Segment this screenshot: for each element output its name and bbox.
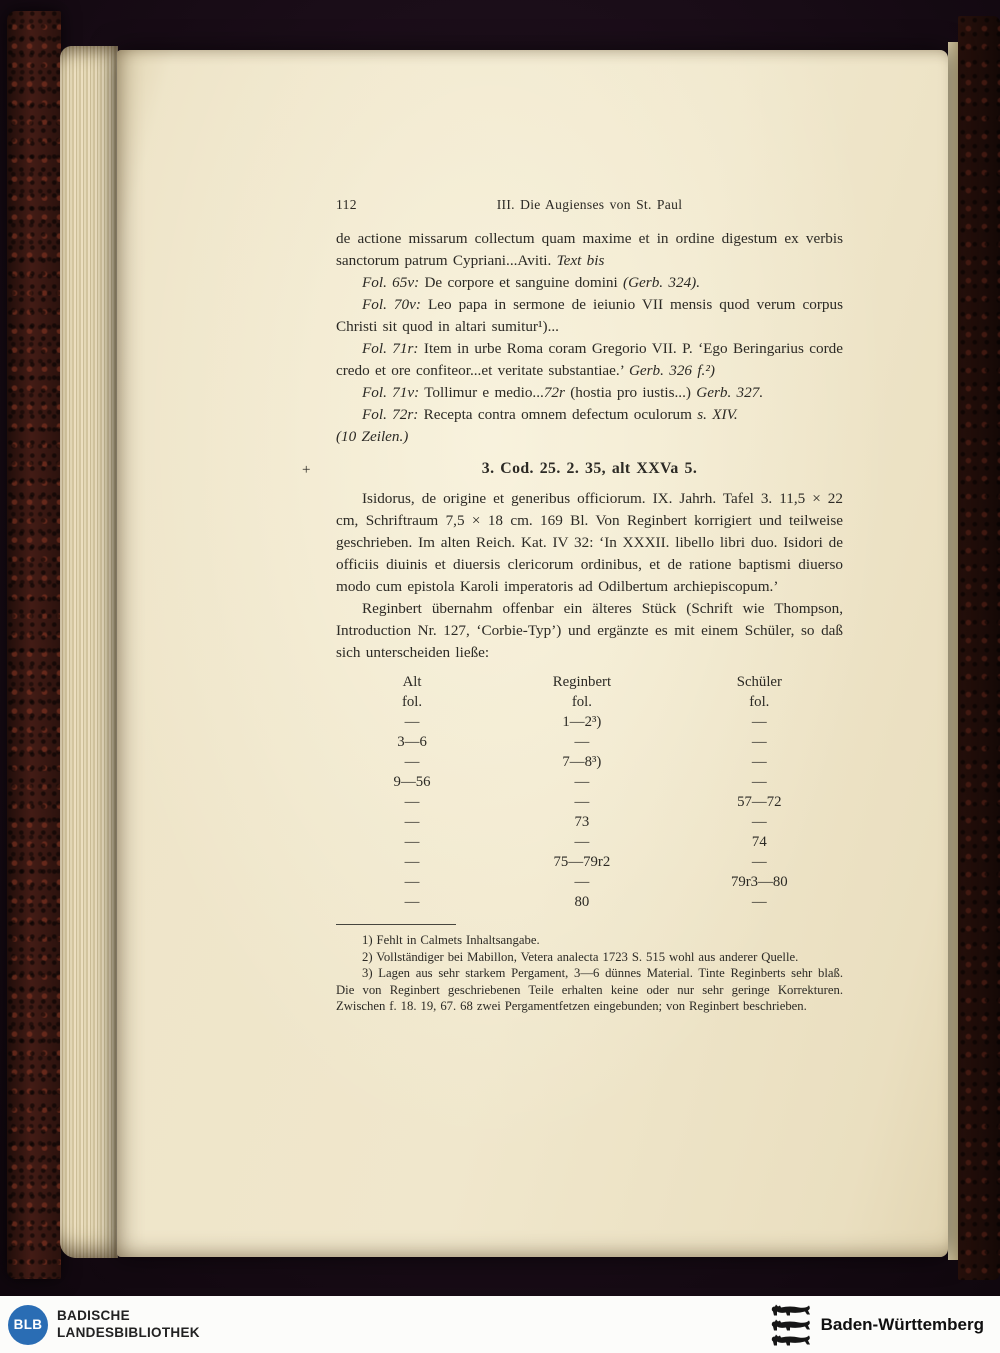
state-branding-link[interactable] <box>770 1303 984 1347</box>
table-cell: — <box>404 794 420 810</box>
text-segment: (hostia pro iustis...) <box>564 384 697 401</box>
table-cell: — <box>574 774 590 790</box>
table-cell: — <box>751 734 767 750</box>
table-cell: 1—2³) <box>562 714 602 730</box>
text-segment: Fol. 65v: <box>362 274 420 291</box>
table-cell: — <box>751 714 767 730</box>
library-name <box>57 1308 200 1341</box>
table-cell: 57—72 <box>737 794 782 810</box>
paragraph-fol70v <box>336 294 843 338</box>
table-row <box>336 872 843 892</box>
paragraph-reginbert <box>336 598 843 664</box>
state-name: Baden-Württemberg <box>820 1314 984 1334</box>
book-cover-right <box>958 16 1000 1280</box>
baden-wuerttemberg-coat-of-arms-icon <box>770 1303 812 1347</box>
table-row <box>336 792 843 812</box>
text-segment: s. XIV. <box>697 406 738 423</box>
table-subheader: fol. <box>571 694 592 710</box>
print-area <box>302 196 844 1015</box>
footnote-2: 2) Vollständiger bei Mabillon, Vetera analecta 1723 S. 515 wohl aus anderer Quelle. <box>362 949 799 964</box>
book-cover-left <box>7 11 61 1279</box>
table-cell: — <box>751 774 767 790</box>
table-row <box>336 712 843 732</box>
table-row <box>336 832 843 852</box>
table-header-row <box>336 672 843 692</box>
table-cell: — <box>404 874 420 890</box>
text-segment: Gerb. 327. <box>696 384 764 401</box>
text-segment: 72r <box>543 384 565 401</box>
table-cell: — <box>404 714 420 730</box>
table-row <box>336 752 843 772</box>
table-row <box>336 892 843 912</box>
table-cell: — <box>574 734 590 750</box>
page-edge-stack <box>60 46 118 1258</box>
text-segment: Fol. 71v: <box>362 384 420 401</box>
table-cell: — <box>751 814 767 830</box>
table-row <box>336 852 843 872</box>
table-cell: — <box>751 854 767 870</box>
concordance-table <box>336 672 843 912</box>
table-cell: — <box>404 894 420 910</box>
margin-plus-mark: + <box>302 462 311 478</box>
table-cell: — <box>751 894 767 910</box>
text-segment: Gerb. 326 f.²) <box>628 362 715 379</box>
footnote-separator <box>336 924 456 925</box>
table-row <box>336 772 843 792</box>
text-segment: (10 Zeilen.) <box>336 428 409 445</box>
section-heading-row <box>302 458 843 480</box>
text-segment: de actione missarum collectum quam maxime et in ordine digestum ex verbis sanctorum patrum Cypriani...Aviti. <box>336 230 843 269</box>
table-cell: — <box>574 794 590 810</box>
table-cell: — <box>404 854 420 870</box>
text-segment: Leo papa in sermone de ieiunio VII mensis quod verum corpus Christi sit quod in altari sumitur¹)... <box>336 296 843 335</box>
table-col-header: Reginbert <box>552 674 612 690</box>
table-cell: 9—56 <box>393 774 431 790</box>
table-subheader: fol. <box>401 694 423 710</box>
library-branding-link[interactable] <box>8 1305 200 1345</box>
table-row <box>336 732 843 752</box>
footnote-1: 1) Fehlt in Calmets Inhaltsangabe. <box>362 933 540 947</box>
text-segment: Tollimur e medio... <box>419 384 544 401</box>
viewer-footer <box>0 1296 1000 1353</box>
table-cell: 74 <box>751 834 767 850</box>
table-cell: — <box>574 834 590 850</box>
table-cell: 3—6 <box>397 734 427 750</box>
text-segment: Item in urbe Roma coram Gregorio VII. P. ‘Ego Beringarius corde credo et ore confiteor...et veritate substantiae.’ <box>336 340 844 379</box>
section-heading: 3. Cod. 25. 2. 35, alt XXVa 5. <box>481 460 698 477</box>
text-segment: Fol. 70v: <box>362 296 421 313</box>
table-subheader-row <box>336 692 843 712</box>
table-row <box>336 812 843 832</box>
table-subheader: fol. <box>749 694 770 710</box>
table-cell: — <box>574 874 590 890</box>
table-cell: — <box>751 754 767 770</box>
table-cell: 7—8³) <box>562 754 602 770</box>
table-cell: 80 <box>574 894 590 910</box>
table-cell: 79r3—80 <box>730 874 788 890</box>
footnote-3: 3) Lagen aus sehr starkem Pergament, 3—6 dünnes Material. Tinte Reginberts sehr blaß. Die von Reginbert geschriebenen Teile erhalten keine oder nur sehr geringe Korrekturen. Zwischen f. 18. 19, 67. 68 zwei Pergamentfetzen eingebunden; von Reginbert beschrieben. <box>336 966 843 1014</box>
running-header-title: III. Die Augienses von St. Paul <box>496 197 683 212</box>
text-segment: Isidorus, de origine et generibus officiorum. IX. Jahrh. Tafel 3. 11,5 × 22 cm, Schriftraum 7,5 × 18 cm. 169 Bl. Von Reginbert korrigiert und teilweise geschrieben. Im alten Reich. Kat. IV 32: ‘In XXXII. libello libri duo. Isidori de officiis diuinis et diuersis clericorum ordinibus, et de ratione baptismi diuerso modo cum epistola Karoli imperatoris ad Odilbertum archiepiscopum.’ <box>336 490 843 595</box>
table-col-header: Alt <box>402 674 422 690</box>
paragraph-fol71v <box>336 382 843 404</box>
paragraph-fol71r <box>336 338 843 382</box>
table-cell: — <box>404 814 420 830</box>
blb-logo[interactable] <box>8 1305 48 1345</box>
text-segment: Fol. 71r: <box>362 340 419 357</box>
page-number: 112 <box>336 197 357 212</box>
blb-logo-text: BLB <box>13 1317 43 1332</box>
table-cell: — <box>404 754 420 770</box>
table-cell: 73 <box>574 814 590 830</box>
paragraph-fol72r <box>336 404 843 448</box>
book-page <box>117 50 948 1257</box>
text-segment: Recepta contra omnem defectum oculorum <box>418 406 698 423</box>
paragraph-isidorus <box>336 488 843 598</box>
text-segment: Reginbert übernahm offenbar ein älteres Stück (Schrift wie Thompson, Introduction Nr. 127, ‘Corbie-Typ’) und ergänzte es mit einem Schüler, so daß sich unterscheiden ließe: <box>336 600 843 661</box>
text-segment: Fol. 72r: <box>362 406 419 423</box>
paragraph-intro <box>336 228 843 272</box>
paragraph-fol65v <box>336 272 843 294</box>
running-head <box>336 196 843 213</box>
table-col-header: Schüler <box>736 674 782 690</box>
text-segment: Text bis <box>556 252 605 269</box>
text-segment: De corpore et sanguine domini <box>419 274 624 291</box>
table-cell: — <box>404 834 420 850</box>
library-name-line1: BADISCHE <box>57 1308 130 1324</box>
text-segment: (Gerb. 324). <box>623 274 701 291</box>
table-cell: 75—79r2 <box>553 854 611 870</box>
library-name-line2: LANDESBIBLIOTHEK <box>57 1324 200 1340</box>
